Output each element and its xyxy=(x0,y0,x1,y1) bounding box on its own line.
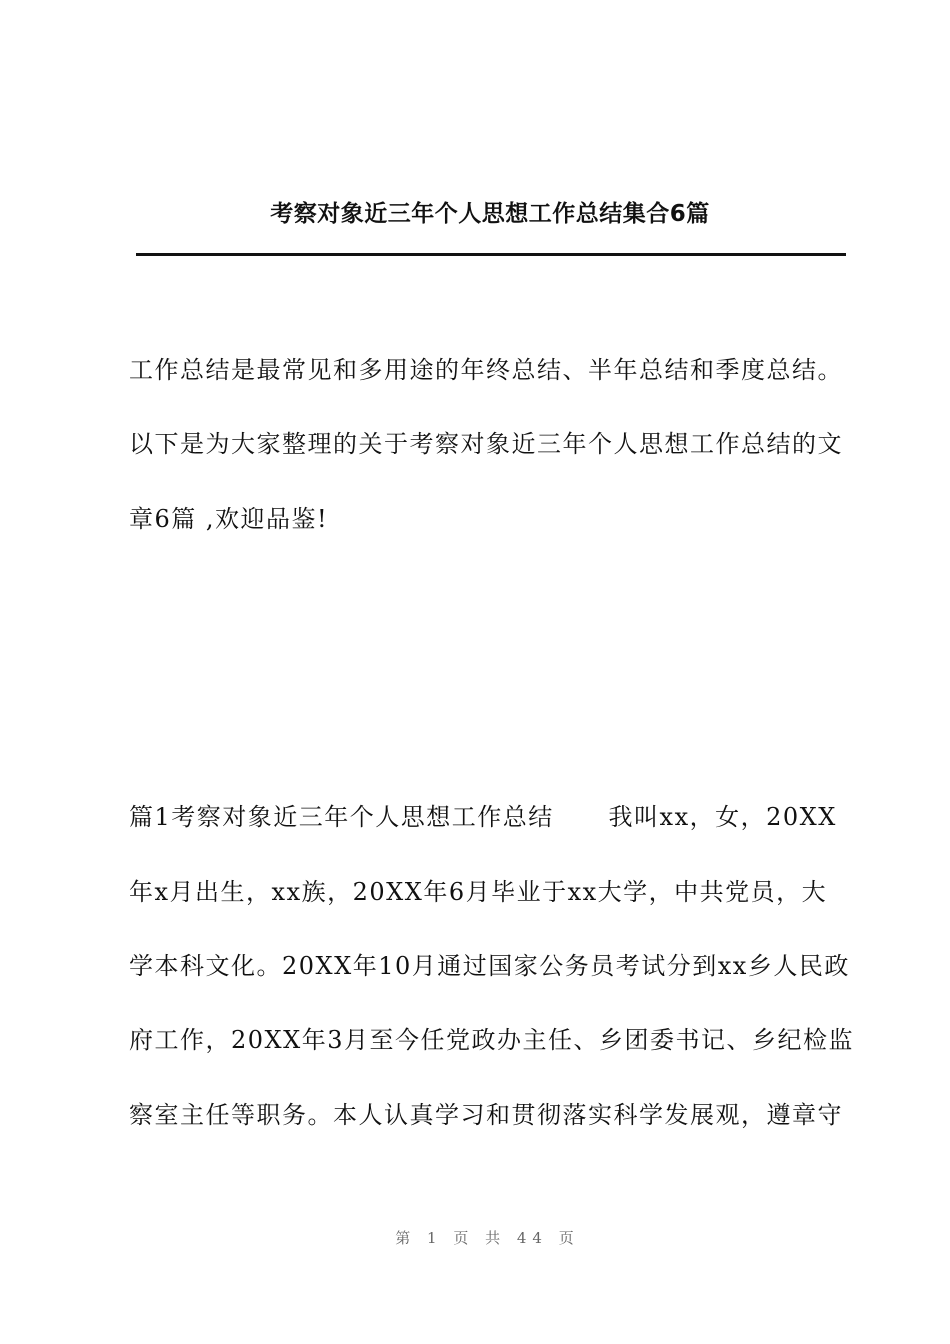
intro-line-2: 以下是为大家整理的关于考察对象近三年个人思想工作总结的文 xyxy=(129,430,843,458)
body-line-4: 府工作，20XX年3月至今任党政办主任、乡团委书记、乡纪检监 xyxy=(129,1026,854,1054)
body-line-1: 篇1考察对象近三年个人思想工作总结 我叫xx，女，20XX xyxy=(129,803,837,831)
intro-line-3: 章6篇 ,欢迎品鉴! xyxy=(129,505,329,533)
page-number-footer: 第 1 页 共 44 页 xyxy=(395,1229,580,1247)
document-title: 考察对象近三年个人思想工作总结集合6篇 xyxy=(270,201,710,227)
intro-line-1: 工作总结是最常见和多用途的年终总结、半年总结和季度总结。 xyxy=(129,356,843,384)
title-underline xyxy=(136,253,846,256)
body-line-3: 学本科文化。20XX年10月通过国家公务员考试分到xx乡人民政 xyxy=(129,952,850,980)
body-line-5: 察室主任等职务。本人认真学习和贯彻落实科学发展观，遵章守 xyxy=(129,1101,843,1129)
body-line-2: 年x月出生，xx族，20XX年6月毕业于xx大学，中共党员，大 xyxy=(129,878,828,906)
